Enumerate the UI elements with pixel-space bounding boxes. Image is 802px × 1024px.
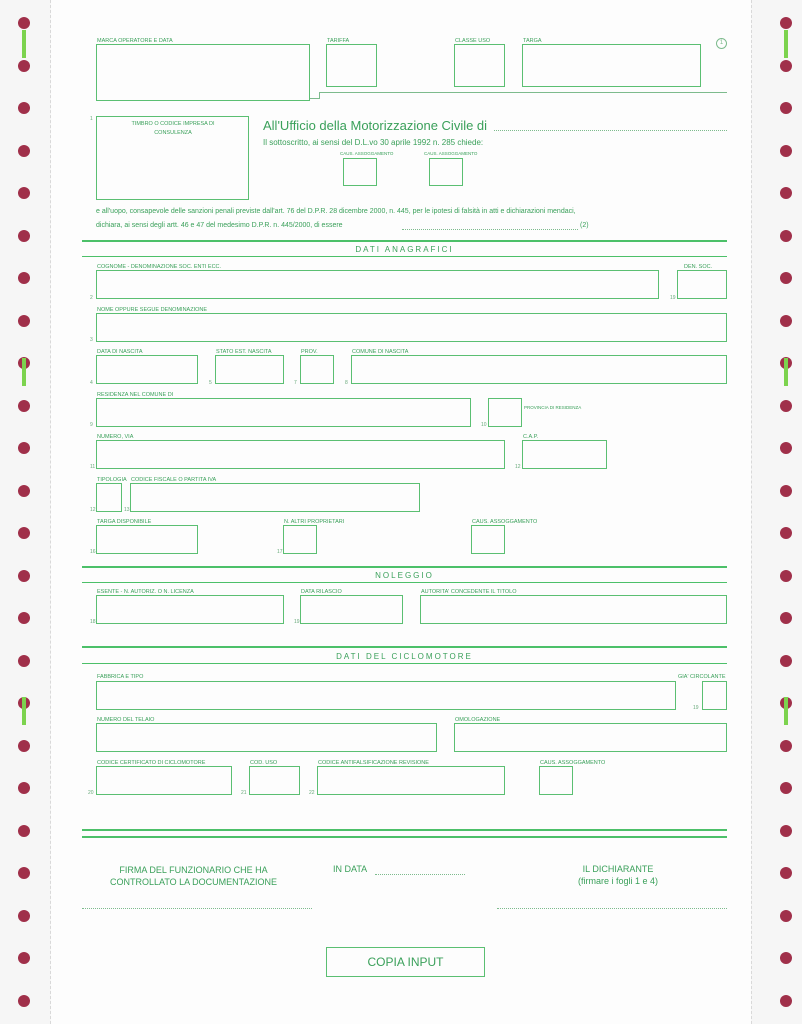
feed-hole bbox=[780, 952, 792, 964]
residenza-label: RESIDENZA NEL COMUNE DI bbox=[97, 392, 174, 398]
esente-label: ESENTE - N. AUTORIZ. O N. LICENZA bbox=[97, 589, 194, 595]
feed-hole bbox=[18, 867, 30, 879]
fabbrica-box[interactable] bbox=[96, 681, 676, 710]
feed-hole bbox=[18, 485, 30, 497]
feed-hole bbox=[780, 442, 792, 454]
classe-uso-label: CLASSE USO bbox=[455, 38, 491, 44]
feed-hole bbox=[18, 60, 30, 72]
essere-line[interactable] bbox=[402, 229, 578, 230]
feed-hole bbox=[780, 910, 792, 922]
copia-input-box: COPIA INPUT bbox=[326, 947, 485, 977]
dichiara-text-1: e all'uopo, consapevole delle sanzioni penali previste dall'art. 76 del D.P.R. 28 dicembre 2000, n. 445, per le ipotesi di falsità in atti e dichiarazioni mendaci, bbox=[96, 208, 576, 215]
caus2-label: CAUS. ASSOGGAMENTO bbox=[424, 151, 478, 156]
caus1-box[interactable] bbox=[343, 158, 377, 186]
feed-hole bbox=[18, 145, 30, 157]
ciclomotore-title: DATI DEL CICLOMOTORE bbox=[336, 652, 473, 661]
registration-mark bbox=[22, 30, 26, 58]
marca-box[interactable] bbox=[96, 44, 310, 101]
telaio-label: NUMERO DEL TELAIO bbox=[97, 717, 155, 723]
codice-cert-label: CODICE CERTIFICATO DI CICLOMOTORE bbox=[97, 760, 206, 766]
codice-antif-box[interactable] bbox=[317, 766, 505, 795]
omologazione-label: OMOLOGAZIONE bbox=[455, 717, 501, 723]
caus-assogg-2-box[interactable] bbox=[539, 766, 573, 795]
omologazione-box[interactable] bbox=[454, 723, 727, 752]
provincia-res-box[interactable] bbox=[488, 398, 522, 427]
feed-hole bbox=[18, 272, 30, 284]
caus1-label: CAUS. ASSOGGAMENTO bbox=[340, 151, 394, 156]
ciclomotore-rule-top bbox=[82, 646, 727, 648]
feed-hole bbox=[780, 995, 792, 1007]
data-nascita-box[interactable] bbox=[96, 355, 198, 384]
feed-hole bbox=[780, 315, 792, 327]
codice-antif-label: CODICE ANTIFALSIFICAZIONE REVISIONE bbox=[318, 760, 429, 766]
comune-nascita-box[interactable] bbox=[351, 355, 727, 384]
sottoscritto-text: Il sottoscritto, ai sensi del D.L.vo 30 aprile 1992 n. 285 chiede: bbox=[263, 138, 484, 147]
caus-assogg-box[interactable] bbox=[471, 525, 505, 554]
circle-number-icon: 1 bbox=[716, 38, 727, 49]
dichiarante-signature-line[interactable] bbox=[497, 908, 727, 909]
den-soc-box[interactable] bbox=[677, 270, 727, 299]
step-line-c bbox=[319, 92, 727, 93]
feed-hole bbox=[780, 527, 792, 539]
feed-hole bbox=[780, 187, 792, 199]
nome-box[interactable] bbox=[96, 313, 727, 342]
feed-hole bbox=[18, 655, 30, 667]
esente-box[interactable] bbox=[96, 595, 284, 624]
data-nascita-label: DATA DI NASCITA bbox=[97, 349, 143, 355]
funzionario-label: FIRMA DEL FUNZIONARIO CHE HA CONTROLLATO LA DOCUMENTAZIONE bbox=[109, 865, 278, 887]
tariffa-box[interactable] bbox=[326, 44, 377, 87]
feed-hole bbox=[780, 230, 792, 242]
field-number: 7 bbox=[294, 380, 297, 386]
in-data-line[interactable] bbox=[375, 874, 465, 875]
registration-mark bbox=[784, 30, 788, 58]
field-number: 17 bbox=[277, 549, 283, 555]
field-number: 12 bbox=[515, 464, 521, 470]
caus-assogg-2-label: CAUS. ASSOGGAMENTO bbox=[540, 760, 606, 766]
stato-est-label: STATO EST. NASCITA bbox=[216, 349, 272, 355]
feed-hole bbox=[780, 867, 792, 879]
feed-hole bbox=[18, 952, 30, 964]
feed-hole bbox=[18, 102, 30, 114]
fabbrica-label: FABBRICA E TIPO bbox=[97, 674, 144, 680]
provincia-res-label: PROVINCIA DI RESIDENZA bbox=[524, 405, 582, 410]
targa-label: TARGA bbox=[523, 38, 542, 44]
feed-hole bbox=[780, 485, 792, 497]
nome-label: NOME OPPURE SEGUE DENOMINAZIONE bbox=[97, 307, 208, 313]
codice-fiscale-label: CODICE FISCALE O PARTITA IVA bbox=[131, 477, 217, 483]
feed-hole bbox=[18, 995, 30, 1007]
cap-label: C.A.P. bbox=[523, 434, 539, 440]
data-rilascio-box[interactable] bbox=[300, 595, 403, 624]
numero-via-label: NUMERO, VIA bbox=[97, 434, 134, 440]
feed-hole bbox=[18, 230, 30, 242]
anagrafici-rule-bottom bbox=[82, 256, 727, 257]
field-number: 20 bbox=[88, 790, 94, 796]
feed-hole bbox=[18, 570, 30, 582]
feed-hole bbox=[780, 740, 792, 752]
cod-uso-label: COD. USO bbox=[250, 760, 278, 766]
cap-box[interactable] bbox=[522, 440, 607, 469]
anagrafici-rule-top bbox=[82, 240, 727, 242]
telaio-box[interactable] bbox=[96, 723, 437, 752]
field-number: 13 bbox=[124, 507, 130, 513]
den-soc-label: DEN. SOC. bbox=[684, 264, 713, 270]
cognome-box[interactable] bbox=[96, 270, 659, 299]
residenza-box[interactable] bbox=[96, 398, 471, 427]
data-rilascio-label: DATA RILASCIO bbox=[301, 589, 342, 595]
ufficio-line[interactable] bbox=[494, 130, 727, 131]
field-number: 9 bbox=[90, 422, 93, 428]
field-number: 16 bbox=[90, 549, 96, 555]
feed-hole bbox=[780, 570, 792, 582]
feed-hole bbox=[18, 315, 30, 327]
dichiarante-label: IL DICHIARANTE bbox=[582, 864, 654, 874]
field-number: 21 bbox=[241, 790, 247, 796]
marca-label: MARCA OPERATORE E DATA bbox=[97, 38, 173, 44]
codice-cert-box[interactable] bbox=[96, 766, 232, 795]
feed-hole bbox=[780, 17, 792, 29]
feed-hole bbox=[18, 910, 30, 922]
feed-hole bbox=[18, 17, 30, 29]
ufficio-title: All'Ufficio della Motorizzazione Civile di bbox=[263, 118, 488, 133]
feed-hole bbox=[18, 187, 30, 199]
tariffa-label: TARIFFA bbox=[327, 38, 350, 44]
dichiara-text-2: dichiara, ai sensi degli artt. 46 e 47 del medesimo D.P.R. n. 445/2000, di essere bbox=[96, 222, 343, 229]
registration-mark bbox=[22, 358, 26, 386]
feed-hole bbox=[780, 782, 792, 794]
feed-hole bbox=[18, 400, 30, 412]
anagrafici-title: DATI ANAGRAFICI bbox=[355, 245, 454, 254]
field-number: 19 bbox=[294, 619, 300, 625]
feed-hole bbox=[18, 527, 30, 539]
field-number: 11 bbox=[90, 464, 96, 470]
timbro-label: TIMBRO O CODICE IMPRESA DI CONSULENZA bbox=[131, 121, 215, 136]
feed-hole bbox=[780, 60, 792, 72]
feed-hole bbox=[780, 102, 792, 114]
step-line-b bbox=[319, 92, 320, 99]
feed-hole bbox=[780, 612, 792, 624]
autorita-label: AUTORITA' CONCEDENTE IL TITOLO bbox=[421, 589, 517, 595]
funzionario-signature-line[interactable] bbox=[82, 908, 312, 909]
altri-proprietari-box[interactable] bbox=[283, 525, 317, 554]
field-number: 5 bbox=[209, 380, 212, 386]
field-number: 8 bbox=[345, 380, 348, 386]
tipologia-box[interactable] bbox=[96, 483, 122, 512]
feed-hole bbox=[18, 612, 30, 624]
stato-est-box[interactable] bbox=[215, 355, 284, 384]
field-number: 4 bbox=[90, 380, 93, 386]
prov-box[interactable] bbox=[300, 355, 334, 384]
feed-hole bbox=[780, 400, 792, 412]
footer-rule-2 bbox=[82, 836, 727, 838]
registration-mark bbox=[22, 697, 26, 725]
numero-via-box[interactable] bbox=[96, 440, 505, 469]
field-number: 3 bbox=[90, 337, 93, 343]
caus2-box[interactable] bbox=[429, 158, 463, 186]
classe-uso-box[interactable] bbox=[454, 44, 505, 87]
targa-disp-label: TARGA DISPONIBILE bbox=[97, 519, 152, 525]
feed-hole bbox=[18, 442, 30, 454]
field-number: 19 bbox=[670, 295, 676, 301]
comune-nascita-label: COMUNE DI NASCITA bbox=[352, 349, 409, 355]
tipologia-label: TIPOLOGIA bbox=[97, 477, 127, 483]
right-tractor-strip bbox=[751, 0, 802, 1024]
nota-text: (2) bbox=[580, 222, 589, 229]
cod-uso-box[interactable] bbox=[249, 766, 300, 795]
noleggio-title: NOLEGGIO bbox=[375, 571, 434, 580]
codice-fiscale-box[interactable] bbox=[130, 483, 420, 512]
circolante-box[interactable] bbox=[702, 681, 727, 710]
field-number: 22 bbox=[309, 790, 315, 796]
caus-assogg-label: CAUS. ASSOGGAMENTO bbox=[472, 519, 538, 525]
field-number: 19 bbox=[693, 705, 699, 711]
registration-mark bbox=[784, 358, 788, 386]
registration-mark bbox=[784, 697, 788, 725]
prov-label: PROV. bbox=[301, 349, 318, 355]
targa-disp-box[interactable] bbox=[96, 525, 198, 554]
feed-hole bbox=[780, 655, 792, 667]
cognome-label: COGNOME - DENOMINAZIONE SOC. ENTI ECC. bbox=[97, 264, 222, 270]
in-data-label: IN DATA bbox=[333, 864, 368, 874]
field-number: 2 bbox=[90, 295, 93, 301]
field-number: 10 bbox=[481, 422, 487, 428]
autorita-box[interactable] bbox=[420, 595, 727, 624]
fogli-note: (firmare i fogli 1 e 4) bbox=[577, 876, 659, 886]
field-number: 18 bbox=[90, 619, 96, 625]
feed-hole bbox=[780, 145, 792, 157]
feed-hole bbox=[18, 825, 30, 837]
circolante-label: GIA' CIRCOLANTE bbox=[678, 674, 726, 680]
footer-rule-1 bbox=[82, 829, 727, 831]
targa-box[interactable] bbox=[522, 44, 701, 87]
altri-proprietari-label: N. ALTRI PROPRIETARI bbox=[284, 519, 345, 525]
feed-hole bbox=[18, 740, 30, 752]
field-number: 12 bbox=[90, 507, 96, 513]
noleggio-rule-bottom bbox=[82, 582, 727, 583]
feed-hole bbox=[780, 825, 792, 837]
feed-hole bbox=[780, 272, 792, 284]
field-number: 1 bbox=[90, 116, 93, 122]
ciclomotore-rule-bottom bbox=[82, 663, 727, 664]
noleggio-rule-top bbox=[82, 566, 727, 568]
feed-hole bbox=[18, 782, 30, 794]
